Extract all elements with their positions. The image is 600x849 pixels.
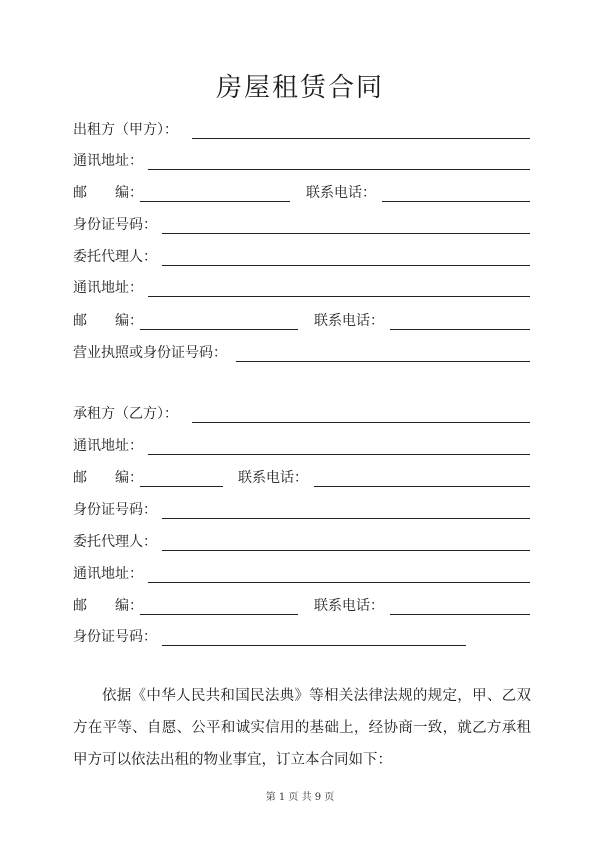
lessor-party-field[interactable] bbox=[192, 138, 530, 139]
lessee-agent-address-label: 通讯地址： bbox=[73, 566, 143, 582]
lessor-phone-field[interactable] bbox=[382, 201, 530, 202]
lessor-id-label: 身份证号码： bbox=[73, 217, 157, 233]
lessee-id-label: 身份证号码： bbox=[73, 502, 157, 518]
lessee-postal-field[interactable] bbox=[140, 486, 223, 487]
lessee-party-row bbox=[73, 403, 531, 425]
lessee-agent-id-label: 身份证号码： bbox=[73, 629, 157, 645]
lessor-agent-label: 委托代理人： bbox=[73, 249, 157, 265]
lessee-postal-label: 邮 编： bbox=[73, 470, 143, 486]
lessor-license-label: 营业执照或身份证号码： bbox=[73, 345, 227, 361]
lessee-phone-label: 联系电话： bbox=[238, 470, 308, 486]
lessor-agent-address-row bbox=[73, 277, 531, 299]
lessor-agent-postal-label: 邮 编： bbox=[73, 313, 143, 329]
lessee-agent-postal-row bbox=[73, 595, 531, 617]
lessor-agent-row bbox=[73, 246, 531, 268]
lessee-agent-address-row bbox=[73, 563, 531, 585]
lessee-id-row bbox=[73, 499, 531, 521]
lessee-postal-row bbox=[73, 467, 531, 489]
lessor-agent-postal-field[interactable] bbox=[140, 329, 298, 330]
lessee-agent-row bbox=[73, 531, 531, 553]
lessee-agent-phone-field[interactable] bbox=[390, 614, 530, 615]
lessee-agent-label: 委托代理人： bbox=[73, 534, 157, 550]
lessor-postal-field[interactable] bbox=[140, 201, 290, 202]
lessor-agent-phone-label: 联系电话： bbox=[314, 313, 384, 329]
lessor-agent-address-field[interactable] bbox=[148, 296, 530, 297]
lessor-party-label: 出租方（甲方）： bbox=[73, 122, 178, 138]
lessor-id-row bbox=[73, 214, 531, 236]
intro-paragraph: 依据《中华人民共和国民法典》等相关法律法规的规定，甲、乙双方在平等、自愿、公平和诚实信用的基础上，经协商一致，就乙方承租甲方可以依法出租的物业事宜，订立本合同如下： bbox=[73, 688, 531, 768]
lessor-address-row bbox=[73, 150, 531, 172]
lessee-address-row bbox=[73, 435, 531, 457]
lessor-agent-field[interactable] bbox=[162, 265, 530, 266]
lessor-agent-address-label: 通讯地址： bbox=[73, 280, 143, 296]
lessor-phone-label: 联系电话： bbox=[306, 185, 376, 201]
lessor-postal-label: 邮 编： bbox=[73, 185, 143, 201]
lessee-agent-id-field[interactable] bbox=[162, 645, 466, 646]
lessor-party-row bbox=[73, 119, 531, 141]
lessee-agent-address-field[interactable] bbox=[148, 582, 530, 583]
lessee-id-field[interactable] bbox=[162, 518, 530, 519]
lessee-phone-field[interactable] bbox=[314, 486, 530, 487]
lessee-agent-id-row bbox=[73, 626, 531, 648]
page-indicator: 第 1 页 共 9 页 bbox=[265, 792, 335, 803]
document-title: 房屋租赁合同 bbox=[215, 73, 384, 103]
lessor-postal-row bbox=[73, 182, 531, 204]
lessee-address-field[interactable] bbox=[148, 454, 530, 455]
lessor-id-field[interactable] bbox=[162, 233, 530, 234]
lessee-party-field[interactable] bbox=[192, 422, 530, 423]
lessee-agent-postal-field[interactable] bbox=[140, 614, 298, 615]
lessee-agent-field[interactable] bbox=[162, 550, 530, 551]
lessor-agent-postal-row bbox=[73, 310, 531, 332]
lessee-party-label: 承租方（乙方）： bbox=[73, 406, 178, 422]
lessor-agent-phone-field[interactable] bbox=[390, 329, 530, 330]
lessee-agent-postal-label: 邮 编： bbox=[73, 598, 143, 614]
lessee-agent-phone-label: 联系电话： bbox=[314, 598, 384, 614]
lessee-address-label: 通讯地址： bbox=[73, 438, 143, 454]
lessor-address-label: 通讯地址： bbox=[73, 153, 143, 169]
lessor-address-field[interactable] bbox=[148, 169, 530, 170]
lessor-license-row bbox=[73, 342, 531, 364]
lessor-license-field[interactable] bbox=[236, 361, 530, 362]
